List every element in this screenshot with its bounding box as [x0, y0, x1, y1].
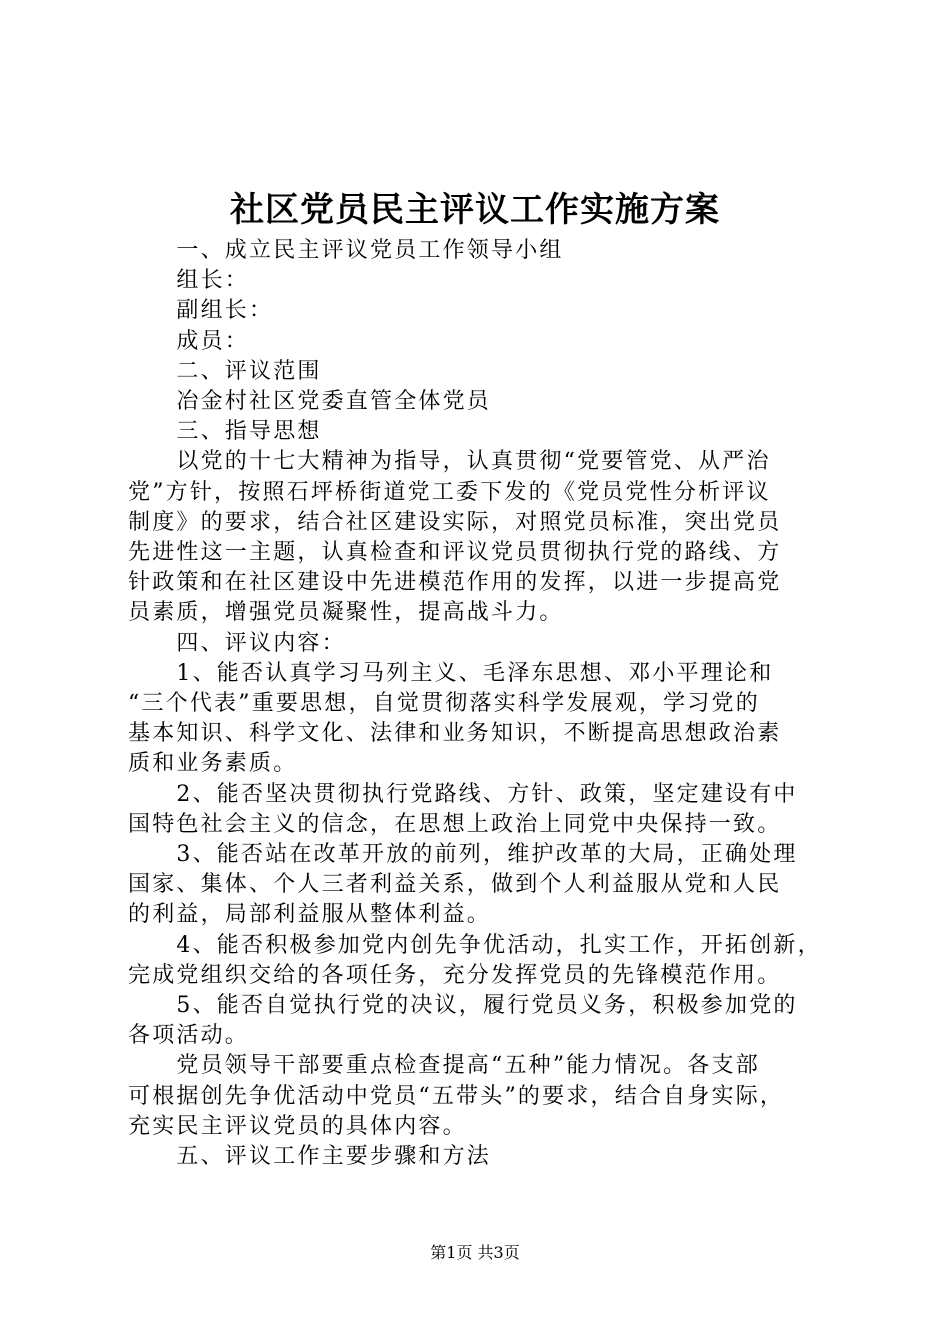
body-line: 党员领导干部要重点检查提高“五种”能力情况。各支部: [128, 1053, 760, 1079]
body-line: 制度》的要求，结合社区建设实际，对照党员标准，突出党员: [128, 509, 782, 535]
body-line: 各项活动。: [128, 1023, 250, 1049]
body-line: 三、指导思想: [128, 419, 322, 445]
body-line: 1、能否认真学习马列主义、毛泽东思想、邓小平理论和: [128, 660, 774, 686]
body-line: 3、能否站在改革开放的前列，维护改革的大局，正确处理: [128, 842, 798, 868]
body-line: 冶金村社区党委直管全体党员: [128, 389, 492, 415]
body-line: 二、评议范围: [128, 358, 322, 384]
body-line: 副组长：: [128, 298, 274, 324]
body-line: 充实民主评议党员的具体内容。: [128, 1113, 467, 1139]
body-line: 先进性这一主题，认真检查和评议党员贯彻执行党的路线、方: [128, 540, 782, 566]
body-line: 员素质，增强党员凝聚性，提高战斗力。: [128, 600, 564, 626]
body-line: 国家、集体、个人三者利益关系，做到个人利益服从党和人民: [128, 872, 782, 898]
body-line: 基本知识、科学文化、法律和业务知识，不断提高思想政治素: [128, 721, 782, 747]
page-number-footer: 第1页 共3页: [430, 1243, 520, 1262]
body-line: 以党的十七大精神为指导，认真贯彻“党要管党、从严治: [128, 449, 771, 475]
body-line: 可根据创先争优活动中党员“五带头”的要求，结合自身实际，: [128, 1083, 785, 1109]
body-line: 五、评议工作主要步骤和方法: [128, 1144, 492, 1170]
body-line: 党”方针，按照石坪桥街道党工委下发的《党员党性分析评议: [128, 479, 771, 505]
body-line: 5、能否自觉执行党的决议，履行党员义务，积极参加党的: [128, 993, 798, 1019]
body-line: 组长：: [128, 268, 250, 294]
body-line: 完成党组织交给的各项任务，充分发挥党员的先锋模范作用。: [128, 962, 782, 988]
body-line: 一、成立民主评议党员工作领导小组: [128, 238, 564, 263]
body-line: 2、能否坚决贯彻执行党路线、方针、政策，坚定建设有中: [128, 781, 798, 807]
document-title: 社区党员民主评议工作实施方案: [230, 190, 720, 230]
body-line: 针政策和在社区建设中先进模范作用的发挥，以进一步提高党: [128, 570, 782, 596]
document-body: [128, 236, 832, 1172]
body-line: 成员：: [128, 328, 250, 354]
body-line: “三个代表”重要思想，自觉贯彻落实科学发展观，学习党的: [128, 691, 760, 717]
body-line: 质和业务素质。: [128, 751, 298, 777]
body-line: 四、评议内容：: [128, 630, 346, 656]
body-line: 国特色社会主义的信念，在思想上政治上同党中央保持一致。: [128, 811, 782, 837]
body-line: 的利益，局部利益服从整体利益。: [128, 902, 492, 928]
body-line: 4、能否积极参加党内创先争优活动，扎实工作，开拓创新，: [128, 932, 822, 958]
